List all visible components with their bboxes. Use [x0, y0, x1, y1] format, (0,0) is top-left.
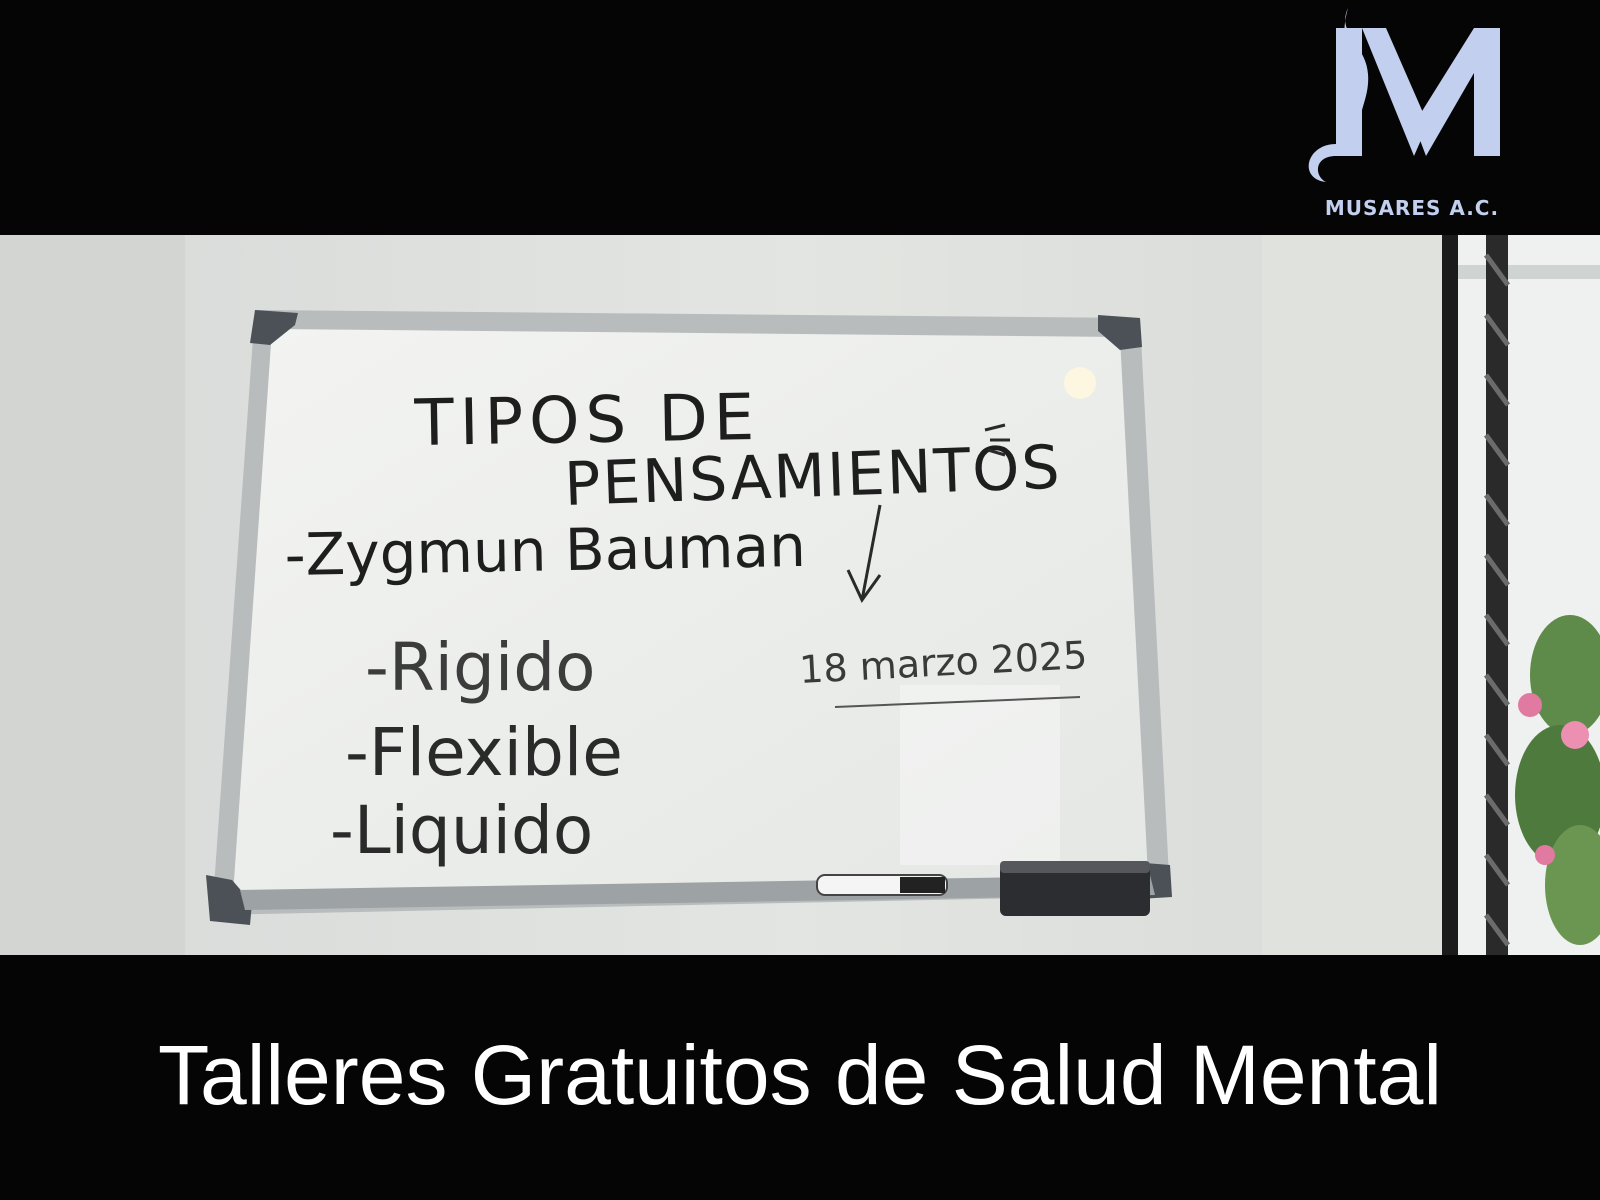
- board-title-line2: PENSAMIENTOS: [563, 432, 1063, 520]
- board-title-line1: TIPOS DE: [413, 380, 761, 461]
- brand-name: MUSARES A.C.: [1324, 196, 1500, 220]
- board-item-2: -Flexible: [345, 714, 623, 791]
- board-item-3: -Liquido: [330, 792, 594, 869]
- whiteboard-scene: [0, 235, 1600, 955]
- caption: Talleres Gratuitos de Salud Mental: [158, 1028, 1442, 1122]
- musares-logo-mark: [1296, 4, 1528, 194]
- board-author: -Zygmun Bauman: [284, 511, 807, 589]
- window-bar: [1486, 235, 1508, 955]
- whiteboard-photo: [0, 235, 1600, 955]
- musares-logo: [1296, 4, 1528, 234]
- board-item-1: -Rigido: [365, 629, 596, 706]
- board-date: 18 marzo 2025: [798, 632, 1089, 692]
